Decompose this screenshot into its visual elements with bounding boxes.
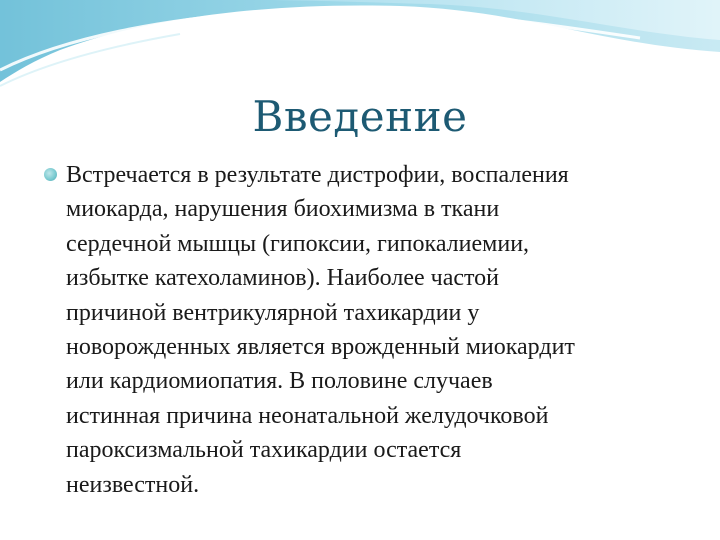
bullet-line: истинная причина неонатальной желудочковой: [66, 402, 549, 429]
bullet-text: [66, 158, 682, 502]
bullet-line: сердечной мышцы (гипоксии, гипокалиемии,: [66, 230, 530, 257]
bullet-line: миокарда, нарушения биохимизма в ткани: [66, 196, 500, 223]
slide-content: [42, 158, 682, 502]
bullet-line: Встречается в результате дистрофии, воспаления: [66, 162, 569, 188]
bullet-line: пароксизмальной тахикардии остается: [66, 437, 462, 464]
bullet-line: избытке катехоламинов). Наиболее частой: [66, 265, 500, 292]
bullet-line: или кардиомиопатия. В половине случаев: [66, 368, 493, 395]
bullet-dot-icon: [44, 168, 57, 181]
bullet-line: причиной вентрикулярной тахикардии у: [66, 299, 480, 326]
bullet-line: новорожденных является врожденный миокардит: [66, 334, 575, 361]
slide-title: Введение: [252, 92, 468, 141]
bullet-line: неизвестной.: [66, 471, 200, 498]
bullet-item: [42, 158, 682, 502]
